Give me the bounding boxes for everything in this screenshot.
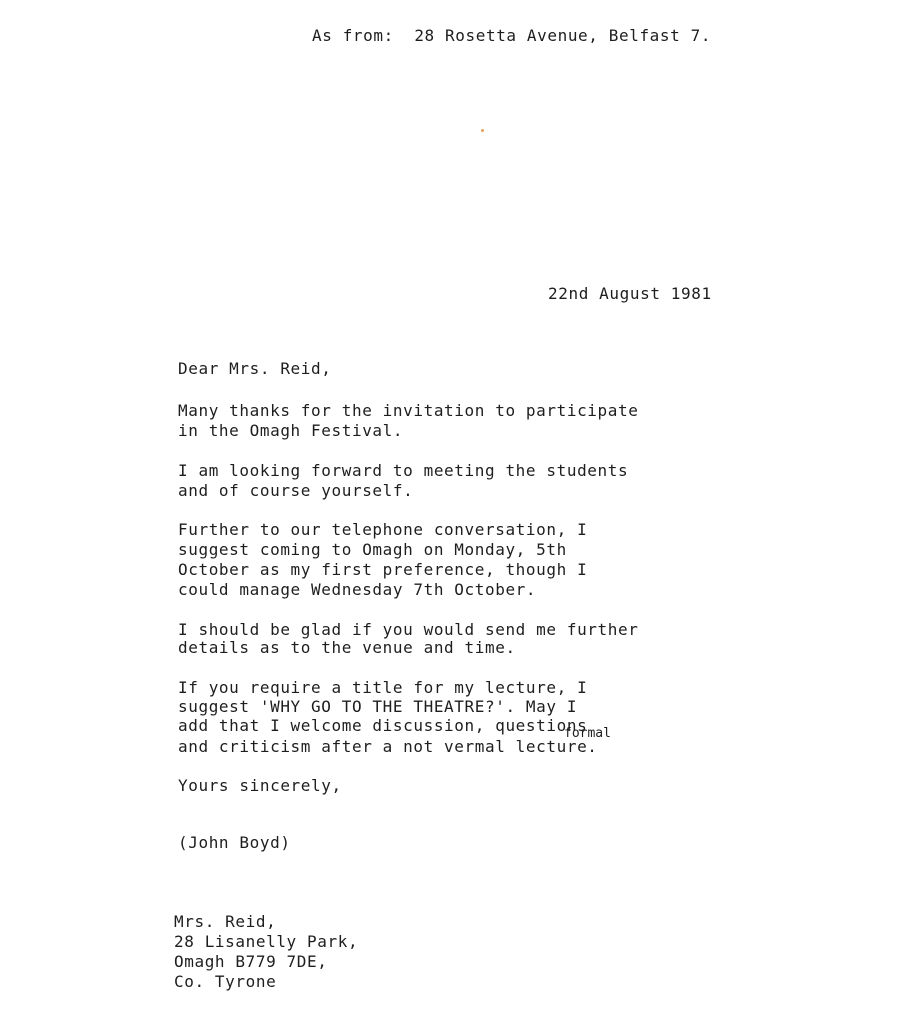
paragraph-4-line-2: details as to the venue and time.	[178, 638, 516, 657]
paragraph-5-line-2: suggest 'WHY GO TO THE THEATRE?'. May I	[178, 697, 578, 716]
paragraph-2-line-2: and of course yourself.	[178, 481, 414, 500]
letter-date: 22nd August 1981	[548, 284, 712, 303]
paragraph-5-line-4: and criticism after a not vermal lecture.	[178, 737, 598, 756]
paragraph-5-line-1: If you require a title for my lecture, I	[178, 678, 588, 697]
paragraph-4-line-1: I should be glad if you would send me further	[178, 620, 639, 639]
recipient-line-1: Mrs. Reid,	[174, 912, 277, 931]
sender-address: As from: 28 Rosetta Avenue, Belfast 7.	[312, 26, 712, 45]
paragraph-1-line-2: in the Omagh Festival.	[178, 421, 404, 440]
recipient-line-3: Omagh B779 7DE,	[174, 952, 328, 971]
closing: Yours sincerely,	[178, 776, 342, 795]
recipient-line-2: 28 Lisanelly Park,	[174, 932, 359, 951]
recipient-line-4: Co. Tyrone	[174, 972, 277, 991]
ink-speck	[481, 129, 484, 132]
paragraph-3-line-4: could manage Wednesday 7th October.	[178, 580, 537, 599]
overtyped-correction: formal	[564, 726, 611, 741]
salutation: Dear Mrs. Reid,	[178, 359, 332, 378]
paragraph-3-line-1: Further to our telephone conversation, I	[178, 520, 588, 539]
paragraph-5-line-3: add that I welcome discussion, questions	[178, 716, 588, 735]
signature: (John Boyd)	[178, 833, 291, 852]
paragraph-3-line-3: October as my first preference, though I	[178, 560, 588, 579]
paragraph-2-line-1: I am looking forward to meeting the students	[178, 461, 629, 480]
paragraph-1-line-1: Many thanks for the invitation to participate	[178, 401, 639, 420]
paragraph-3-line-2: suggest coming to Omagh on Monday, 5th	[178, 540, 567, 559]
